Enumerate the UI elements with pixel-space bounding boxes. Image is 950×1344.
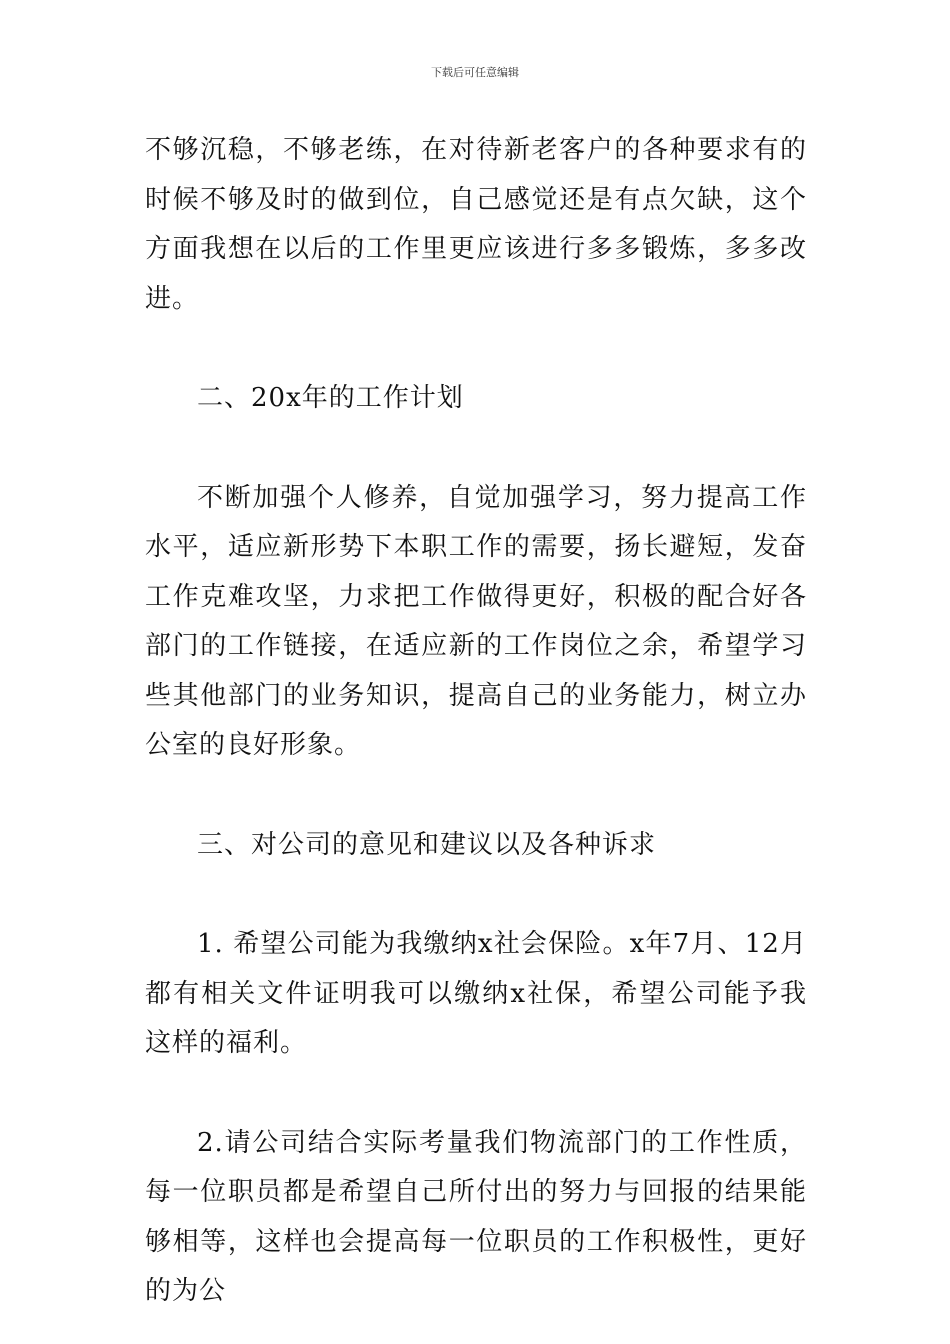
paragraph-continuation: 不够沉稳，不够老练，在对待新老客户的各种要求有的时候不够及时的做到位，自己感觉还是有点欠缺，这个方面我想在以后的工作里更应该进行多多锻炼，多多改进。 <box>145 135 807 314</box>
page-header-note: 下载后可任意编辑 <box>431 66 519 79</box>
document-body <box>145 126 807 1317</box>
paragraph-work-plan: 不断加强个人修养，自觉加强学习，努力提高工作水平，适应新形势下本职工作的需要，扬长避短，发奋工作克难攻坚，力求把工作做得更好，积极的配合好各部门的工作链接，在适应新的工作岗位之余，希望学习些其他部门的业务知识，提高自己的业务能力，树立办公室的良好形象。 <box>145 482 807 760</box>
section-heading-work-plan: 二、20x年的工作计划 <box>197 383 464 413</box>
section-heading-suggestions: 三、对公司的意见和建议以及各种诉求 <box>197 829 657 860</box>
paragraph-suggestion-1: 1. 希望公司能为我缴纳x社会保险。x年7月、12月都有相关文件证明我可以缴纳x社保，希望公司能予我这样的福利。 <box>145 929 807 1058</box>
paragraph-suggestion-2: 2.请公司结合实际考量我们物流部门的工作性质，每一位职员都是希望自己所付出的努力与回报的结果能够相等，这样也会提高每一位职员的工作积极性，更好的为公 <box>145 1127 807 1306</box>
